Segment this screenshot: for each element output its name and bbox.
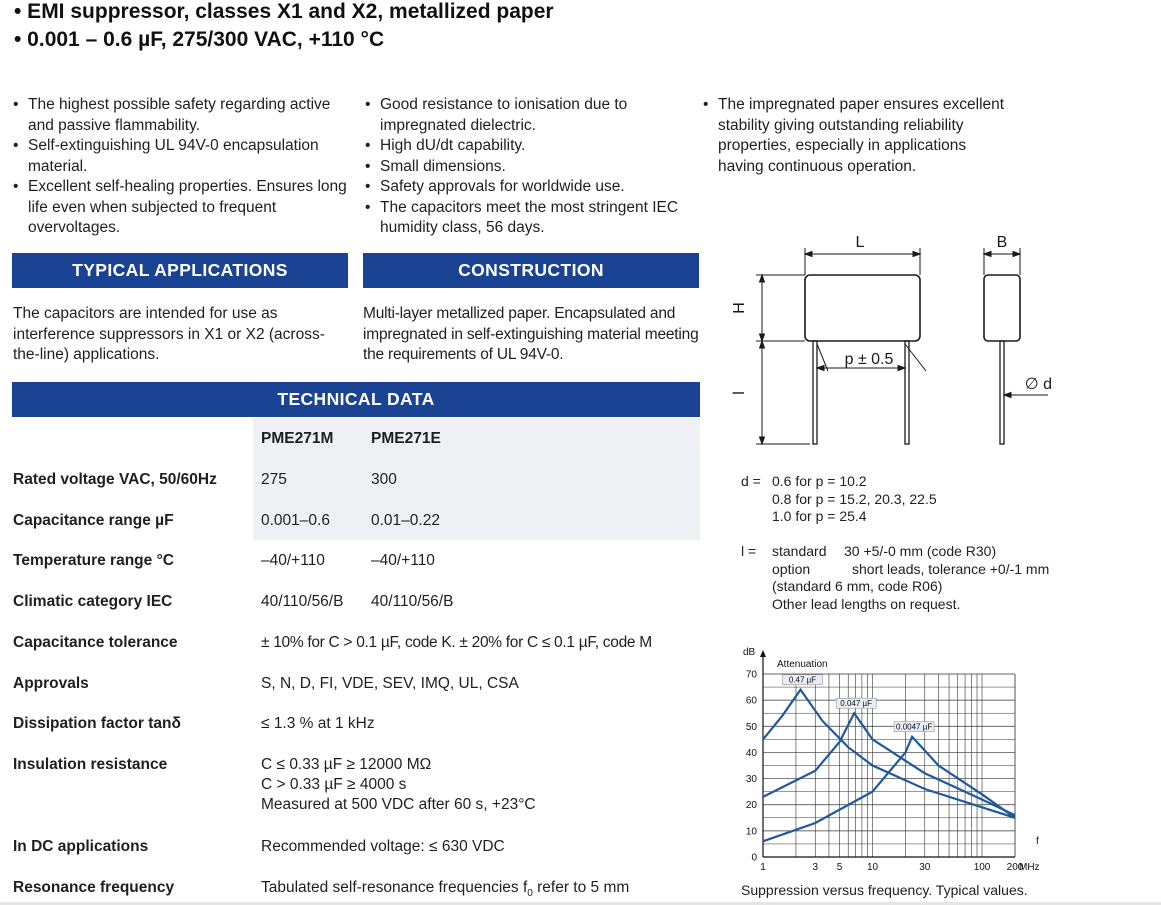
row-label-capacitance-range: Capacitance range µF [13, 512, 174, 529]
chart-grid [763, 674, 1015, 857]
chart-caption: Suppression versus frequency. Typical values. [741, 882, 1028, 898]
construction-heading: CONSTRUCTION [363, 253, 699, 288]
series-label: 0.0047 µF [896, 722, 933, 732]
row-label-dissipation-factor: Dissipation factor tanδ [13, 715, 181, 732]
capacitor-body-front [805, 275, 920, 341]
row-label-capacitance-tolerance: Capacitance tolerance [13, 634, 178, 651]
note-l-line2-key: option [772, 560, 811, 577]
resonance-text: Tabulated self-resonance frequencies f [261, 879, 528, 896]
row-value-temperature-range-m: –40/+110 [261, 552, 325, 569]
note-l-line1-key: standard [772, 543, 827, 559]
row-value-climatic-category-m: 40/110/56/B [261, 593, 344, 610]
row-value-resonance-frequency [261, 879, 629, 899]
note-l-line4: Other lead lengths on request. [772, 595, 961, 612]
note-l-line3: (standard 6 mm, code R06) [772, 578, 943, 594]
typical-applications-text: The capacitors are intended for use as interference suppressors in X1 or X2 (across-the-line) applications. [13, 305, 325, 363]
y-tick-label: 40 [745, 747, 757, 759]
feature-item: • The impregnated paper ensures excellent stability giving outstanding reliability properties, especially in applications having continuous operation. [703, 95, 1013, 177]
row-value-rated-voltage-m: 275 [261, 471, 287, 488]
note-d-line1: 0.6 for p = 10.2 [772, 473, 867, 489]
y-tick-label: 20 [745, 800, 757, 812]
feature-list-col3 [703, 95, 1013, 177]
technical-data-heading: TECHNICAL DATA [12, 382, 700, 417]
row-label-climatic-category: Climatic category IEC [13, 593, 173, 610]
x-axis-label: f [1036, 836, 1039, 847]
y-tick-label: 50 [745, 721, 757, 733]
feature-item: • Self-extinguishing UL 94V-0 encapsulation material. [13, 136, 353, 177]
y-axis-arrow [760, 650, 766, 657]
dim-label-B: B [996, 234, 1008, 251]
row-value-dissipation-factor: ≤ 1.3 % at 1 kHz [261, 715, 375, 732]
feature-item: • The capacitors meet the most stringent IEC humidity class, 56 days. [365, 198, 685, 239]
note-l-line1-val: 30 +5/-0 mm (code R30) [844, 543, 997, 559]
note-d-line2: 0.8 for p = 15.2, 20.3, 22.5 [772, 490, 937, 507]
feature-item: • Good resistance to ionisation due to impregnated dielectric. [365, 95, 685, 136]
col-head-pme271e: PME271E [371, 430, 441, 447]
note-l-line2-val: short leads, tolerance +0/-1 mm [852, 560, 1050, 577]
row-label-resonance-frequency: Resonance frequency [13, 879, 175, 896]
row-value-rated-voltage-e: 300 [371, 471, 397, 488]
chart-title: Attenuation [777, 659, 828, 670]
y-tick-label: 60 [745, 695, 757, 707]
row-value-approvals: S, N, D, FI, VDE, SEV, IMQ, UL, CSA [261, 675, 519, 692]
dim-label-pitch: p ± 0.5 [844, 351, 894, 368]
dim-label-diameter: ∅ d [1024, 376, 1052, 393]
feature-list-col2 [365, 95, 685, 239]
feature-item: • Small dimensions. [365, 157, 685, 178]
y-axis-label: dB [743, 647, 756, 658]
y-tick-label: 70 [745, 669, 757, 681]
feature-item: • Safety approvals for worldwide use. [365, 177, 685, 198]
row-label-approvals: Approvals [13, 675, 89, 692]
row-label-dc-applications: In DC applications [13, 838, 149, 855]
chart-labels [743, 647, 1040, 873]
construction-text: Multi-layer metallized paper. Encapsulated and impregnated in self-extinguishing material meeting the requirements of UL 94V-0. [363, 305, 699, 363]
row-value-insulation-line2: C > 0.33 µF ≥ 4000 s [261, 776, 407, 793]
dim-label-l: l [731, 391, 748, 395]
resonance-subscript: 0 [527, 888, 533, 900]
y-tick-label: 30 [745, 774, 757, 786]
row-label-temperature-range: Temperature range °C [13, 552, 174, 569]
feature-item: • Excellent self-healing properties. Ensures long life even when subjected to frequent overvoltages. [13, 177, 353, 239]
x-tick-label: 5 [836, 862, 843, 873]
row-value-insulation-line1: C ≤ 0.33 µF ≥ 12000 MΩ [261, 756, 432, 773]
typical-applications-heading: TYPICAL APPLICATIONS [12, 253, 348, 288]
x-tick-label: 200 [1006, 862, 1024, 873]
feature-list-col1 [13, 95, 353, 239]
x-tick-label: 100 [973, 862, 991, 873]
row-value-capacitance-range-m: 0.001–0.6 [261, 512, 330, 529]
note-d-line3: 1.0 for p = 25.4 [772, 508, 867, 524]
dim-label-L: L [855, 234, 865, 251]
y-tick-label: 10 [745, 826, 757, 838]
row-label-rated-voltage: Rated voltage VAC, 50/60Hz [13, 471, 217, 488]
row-value-capacitance-range-e: 0.01–0.22 [371, 512, 440, 529]
note-d-prefix: d = [741, 473, 761, 489]
x-tick-label: 3 [812, 862, 819, 873]
series-label: 0.47 µF [788, 675, 817, 685]
row-value-climatic-category-e: 40/110/56/B [371, 593, 454, 610]
resonance-text-post: refer to 5 mm [532, 879, 630, 896]
title-line-1: • EMI suppressor, classes X1 and X2, metallized paper [14, 0, 554, 23]
row-label-insulation-resistance: Insulation resistance [13, 756, 168, 773]
capacitor-body-side [984, 275, 1020, 341]
x-axis-unit: MHz [1019, 862, 1040, 873]
attenuation-chart [735, 640, 1061, 876]
y-tick-label: 0 [751, 852, 757, 864]
feature-item: • The highest possible safety regarding active and passive flammability. [13, 95, 353, 136]
x-tick-label: 30 [919, 862, 931, 873]
row-value-insulation-line3: Measured at 500 VDC after 60 s, +23°C [261, 796, 536, 813]
title-line-2: • 0.001 – 0.6 µF, 275/300 VAC, +110 °C [14, 28, 385, 51]
col-head-pme271m: PME271M [261, 430, 334, 447]
row-value-capacitance-tolerance: ± 10% for C > 0.1 µF, code K. ± 20% for C ≤ 0.1 µF, code M [261, 634, 652, 651]
x-tick-label: 10 [866, 862, 879, 873]
note-l-prefix: l = [741, 543, 757, 559]
row-value-dc-applications: Recommended voltage: ≤ 630 VDC [261, 838, 505, 855]
x-tick-label: 1 [760, 862, 766, 873]
dimension-drawing [720, 228, 1060, 453]
row-value-temperature-range-e: –40/+110 [371, 552, 435, 569]
series-label: 0.047 µF [840, 699, 873, 709]
dim-label-H: H [731, 302, 748, 314]
feature-item: • High dU/dt capability. [365, 136, 685, 157]
